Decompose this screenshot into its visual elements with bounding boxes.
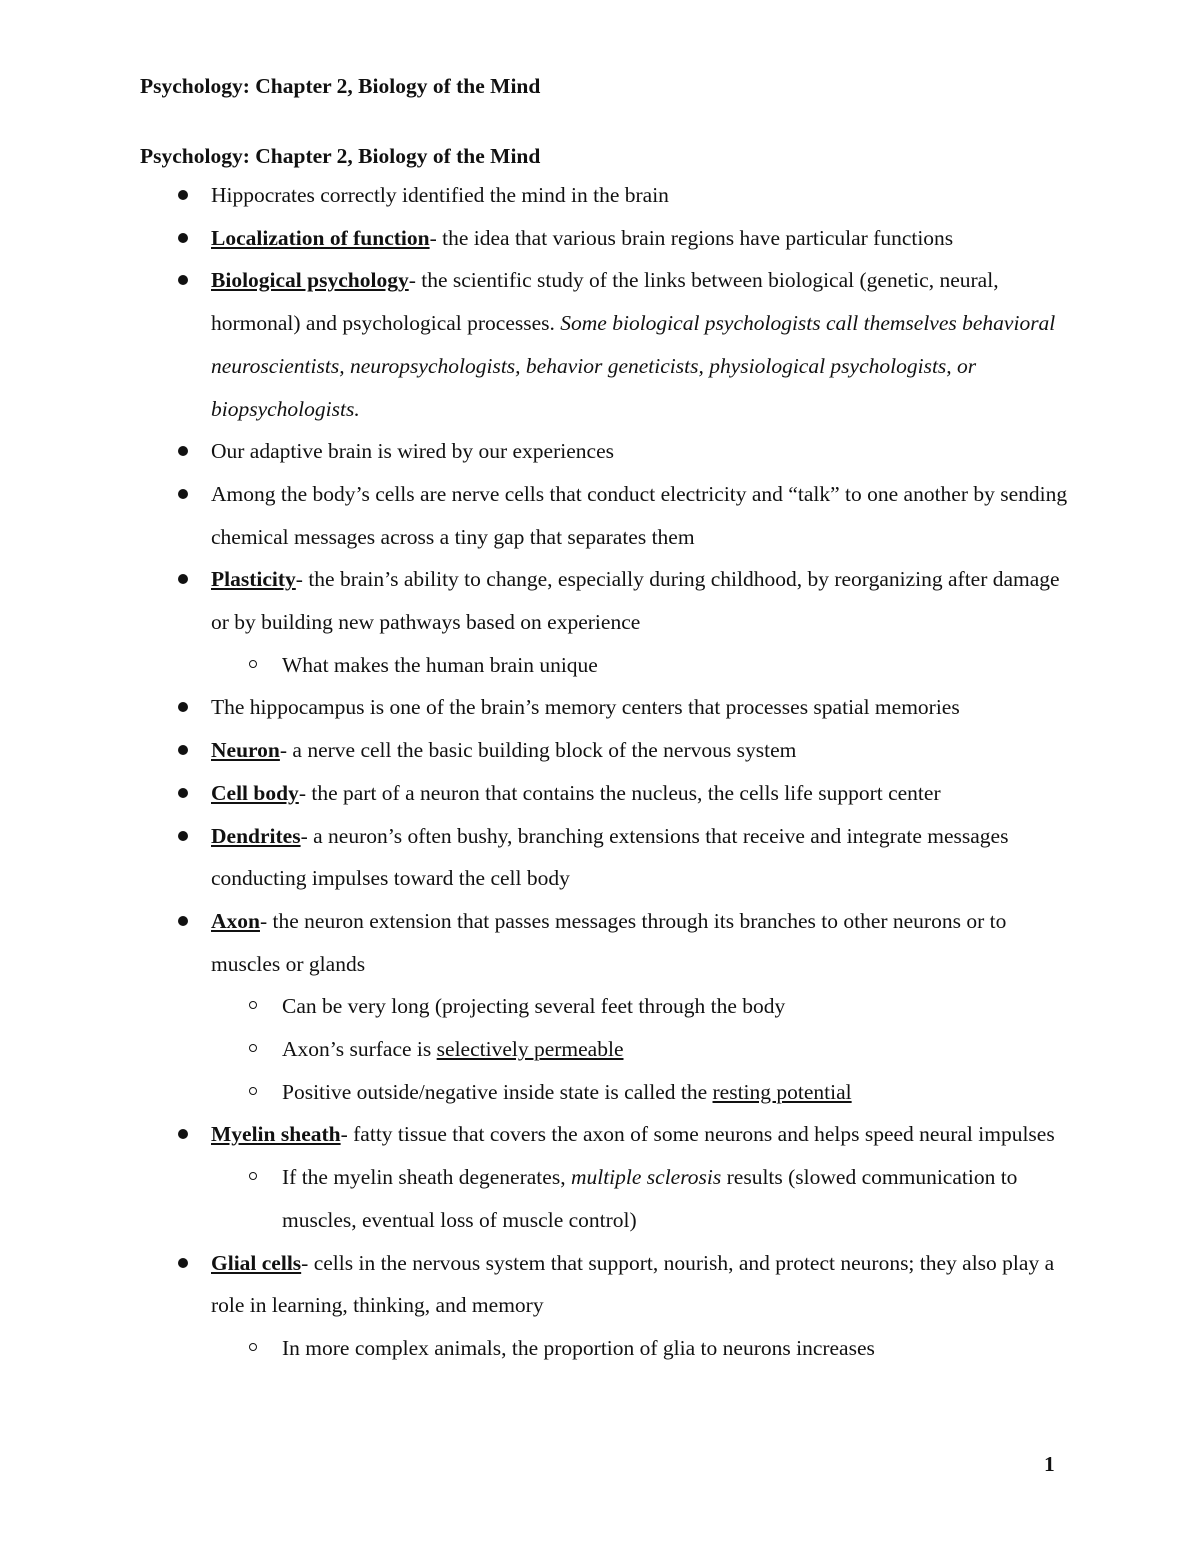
list-item [0, 1242, 1200, 1327]
hollow-bullet-icon [249, 1343, 257, 1351]
term-label: Axon [211, 908, 260, 933]
bullet-icon [178, 702, 188, 712]
page-number: 1 [1044, 1452, 1055, 1476]
bullet-icon [178, 788, 188, 798]
sub-list-item [0, 1028, 1200, 1071]
term-label: Localization of function [211, 225, 430, 250]
hollow-bullet-icon [249, 1087, 257, 1095]
item-text: Hippocrates correctly identified the mind in the brain [211, 183, 669, 207]
bullet-icon [178, 489, 188, 499]
sub-list-item [0, 1071, 1200, 1114]
term-label: Glial cells [211, 1250, 302, 1275]
bullet-icon [178, 233, 188, 243]
item-text: Can be very long (projecting several feet through the body [282, 994, 786, 1019]
bullet-icon [178, 446, 188, 456]
item-text: What makes the human brain unique [282, 652, 598, 677]
item-text: In more complex animals, the proportion of glia to neurons increases [282, 1335, 875, 1360]
sub-list-item [0, 985, 1200, 1028]
list-item [0, 217, 1200, 260]
sub-list-item [0, 1327, 1200, 1370]
hollow-bullet-icon [249, 1001, 257, 1009]
term-label: Myelin sheath [211, 1122, 341, 1147]
notes-list [0, 174, 1200, 1370]
bullet-icon [178, 190, 188, 200]
bullet-icon [178, 916, 188, 926]
list-item [0, 900, 1200, 985]
term-label: Cell body [211, 780, 299, 805]
item-text: - cells in the nervous system that support, nourish, and protect neurons; they also play a role in learning, thinking, and memory [211, 1250, 1055, 1318]
term-label: Biological psychology [211, 268, 409, 293]
item-text: multiple sclerosis [570, 1165, 722, 1190]
header-title: Psychology: Chapter 2, Biology of the Mind [140, 74, 541, 98]
item-text: - the neuron extension that passes messages through its branches to other neurons or to muscles or glands [211, 908, 1007, 976]
sub-list-item [0, 644, 1200, 687]
item-text: - a neuron’s often bushy, branching extensions that receive and integrate messages conducting impulses toward the cell body [211, 823, 1009, 891]
item-text: results (slowed communication to muscles, eventual loss of muscle control) [282, 1165, 1018, 1232]
list-item [0, 473, 1200, 558]
item-text: Positive outside/negative inside state is called the [282, 1079, 713, 1104]
list-item [0, 729, 1200, 772]
item-text: Among the body’s cells are nerve cells that conduct electricity and “talk” to one another by sending chemical messages across a tiny gap that separates them [211, 481, 1068, 549]
section-title: Psychology: Chapter 2, Biology of the Mind [140, 144, 541, 168]
hollow-bullet-icon [249, 660, 257, 668]
sub-list-item [0, 1156, 1200, 1241]
term-label: Neuron [211, 738, 280, 763]
bullet-icon [178, 275, 188, 285]
item-text: - fatty tissue that covers the axon of some neurons and helps speed neural impulses [340, 1122, 1055, 1147]
item-text: - the brain’s ability to change, especially during childhood, by reorganizing after damage or by building new pathways based on experience [211, 567, 1060, 635]
list-item [0, 430, 1200, 473]
bullet-icon [178, 1258, 188, 1268]
term-label: Dendrites [211, 823, 301, 848]
list-item [0, 1113, 1200, 1156]
item-text: The hippocampus is one of the brain’s memory centers that processes spatial memories [211, 695, 960, 720]
list-item [0, 259, 1200, 430]
item-text: - the idea that various brain regions have particular functions [429, 225, 954, 250]
hollow-bullet-icon [249, 1044, 257, 1052]
item-text: Axon’s surface is [282, 1037, 437, 1062]
list-item [0, 772, 1200, 815]
item-text: - the part of a neuron that contains the nucleus, the cells life support center [298, 780, 941, 805]
list-item [0, 558, 1200, 643]
bullet-icon [178, 745, 188, 755]
hollow-bullet-icon [249, 1172, 257, 1180]
term-label: Plasticity [211, 567, 296, 592]
list-item [0, 815, 1200, 900]
item-text: Our adaptive brain is wired by our experiences [211, 439, 614, 464]
item-text: Some biological psychologists call themselves behavioral neuroscientists, neuropsychologists, behavior geneticists, physiological psychologists, or biopsychologists. [211, 311, 1056, 421]
bullet-icon [178, 574, 188, 584]
item-text: If the myelin sheath degenerates, [282, 1165, 571, 1190]
item-text: - the scientific study of the links between biological (genetic, neural, hormonal) and psychological processes. [211, 268, 999, 336]
bullet-icon [178, 1129, 188, 1139]
item-text: selectively permeable [436, 1037, 624, 1062]
item-text: resting potential [712, 1079, 852, 1104]
bullet-icon [178, 831, 188, 841]
item-text: - a nerve cell the basic building block of the nervous system [279, 738, 797, 763]
list-item [0, 174, 1200, 217]
list-item [0, 686, 1200, 729]
